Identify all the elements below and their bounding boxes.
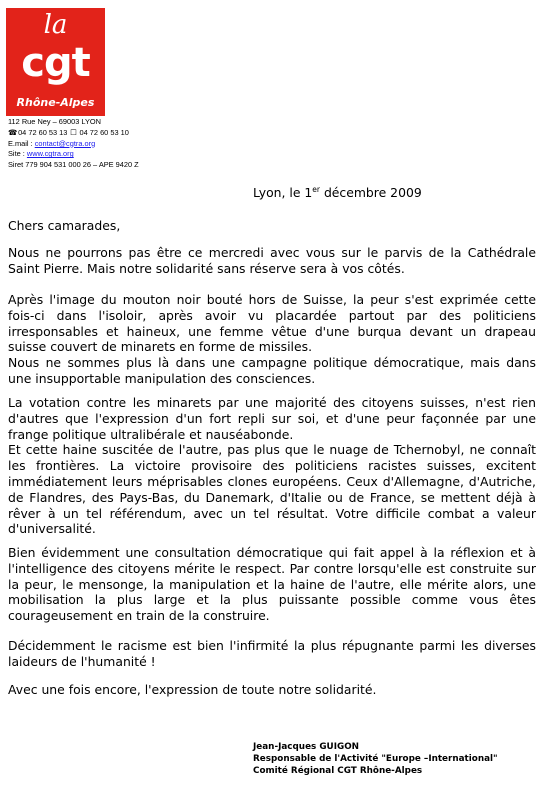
signatory-role: Responsable de l'Activité "Europe –International" <box>253 754 498 764</box>
letter-date <box>253 185 422 200</box>
signature-block <box>253 741 498 777</box>
site-row <box>8 149 139 160</box>
paragraph-6 <box>8 682 536 698</box>
paragraph-2a-text: Après l'image du mouton noir bouté hors de Suisse, la peur s'est exprimée cette fois-ci dans l'isoloir, après avoir vu placardée partout par des politiciens irresponsables et haineux, une femme vêtue d'une burqua devant un drapeau suisse couvert de minarets en forme de missiles. <box>8 292 536 355</box>
phone-fax-row <box>8 128 139 139</box>
paragraph-2 <box>8 292 536 387</box>
phone-number: 04 72 60 53 13 <box>18 127 68 137</box>
siret: Siret 779 904 531 000 26 – APE 9420 Z <box>8 160 139 170</box>
paragraph-5 <box>8 638 536 670</box>
paragraph-3 <box>8 395 536 537</box>
logo-la: la <box>43 10 68 40</box>
logo-cgt: cgt <box>21 40 90 86</box>
address: 112 Rue Ney – 69003 LYON <box>8 117 101 126</box>
cgt-logo <box>6 8 105 116</box>
greeting: Chers camarades, <box>8 218 121 234</box>
paragraph-1 <box>8 245 536 277</box>
site-link[interactable]: www.cgtra.org <box>26 149 74 159</box>
logo-region: Rhône-Alpes <box>16 96 95 109</box>
fax-icon: ☐ <box>70 127 77 137</box>
paragraph-2b-text: Nous ne sommes plus là dans une campagne politique démocratique, mais dans une insupportable manipulation des consciences. <box>8 355 536 386</box>
paragraph-1-text: Nous ne pourrons pas être ce mercredi avec vous sur le parvis de la Cathédrale Saint Pierre. Mais notre solidarité sans réserve sera à vos côtés. <box>8 245 536 276</box>
contact-block <box>8 117 139 171</box>
email-row <box>8 139 139 150</box>
date-suffix: décembre 2009 <box>320 185 422 200</box>
signatory-org: Comité Régional CGT Rhône-Alpes <box>253 766 423 776</box>
paragraph-3b-text: Et cette haine suscitée de l'autre, pas plus que le nuage de Tchernobyl, ne connaît les frontières. La victoire provisoire des politiciens racistes suisses, excitent immédiatement leurs méprisables clones européens. Ceux d'Allemagne, d'Autriche, de Flandres, des Pays-Bas, du Danemark, d'Italie ou de France, se mettent déjà à rêver à un tel référendum, avec un tel résultat. Votre difficile combat a valeur d'universalité. <box>8 442 536 537</box>
signatory-name: Jean-Jacques GUIGON <box>253 742 360 752</box>
phone-icon: ☎ <box>8 127 18 137</box>
date-sup: er <box>312 185 320 194</box>
email-link[interactable]: contact@cgtra.org <box>34 138 96 148</box>
paragraph-3a-text: La votation contre les minarets par une majorité des citoyens suisses, n'est rien d'autres que l'expression d'un fort repli sur soi, et d'une peur façonnée par une frange politique ultralibérale et nauséabonde. <box>8 395 536 442</box>
paragraph-5-text: Décidemment le racisme est bien l'infirmité la plus répugnante parmi les diverses laideurs de l'humanité ! <box>8 638 536 669</box>
paragraph-4 <box>8 545 536 624</box>
email-label: E.mail : <box>8 138 35 148</box>
site-label: Site : <box>8 149 27 159</box>
date-prefix: Lyon, le 1 <box>253 185 313 200</box>
fax-number: 04 72 60 53 10 <box>79 127 129 137</box>
paragraph-6-text: Avec une fois encore, l'expression de toute notre solidarité. <box>8 682 377 697</box>
paragraph-4-text: Bien évidemment une consultation démocratique qui fait appel à la réflexion et à l'intelligence des citoyens mérite le respect. Par contre lorsqu'elle est construite sur la peur, le mensonge, la manipulation et la haine de l'autre, elle mérite alors, une mobilisation la plus large et la plus puissante possible comme vous êtes courageusement en train de la construire. <box>8 545 536 624</box>
